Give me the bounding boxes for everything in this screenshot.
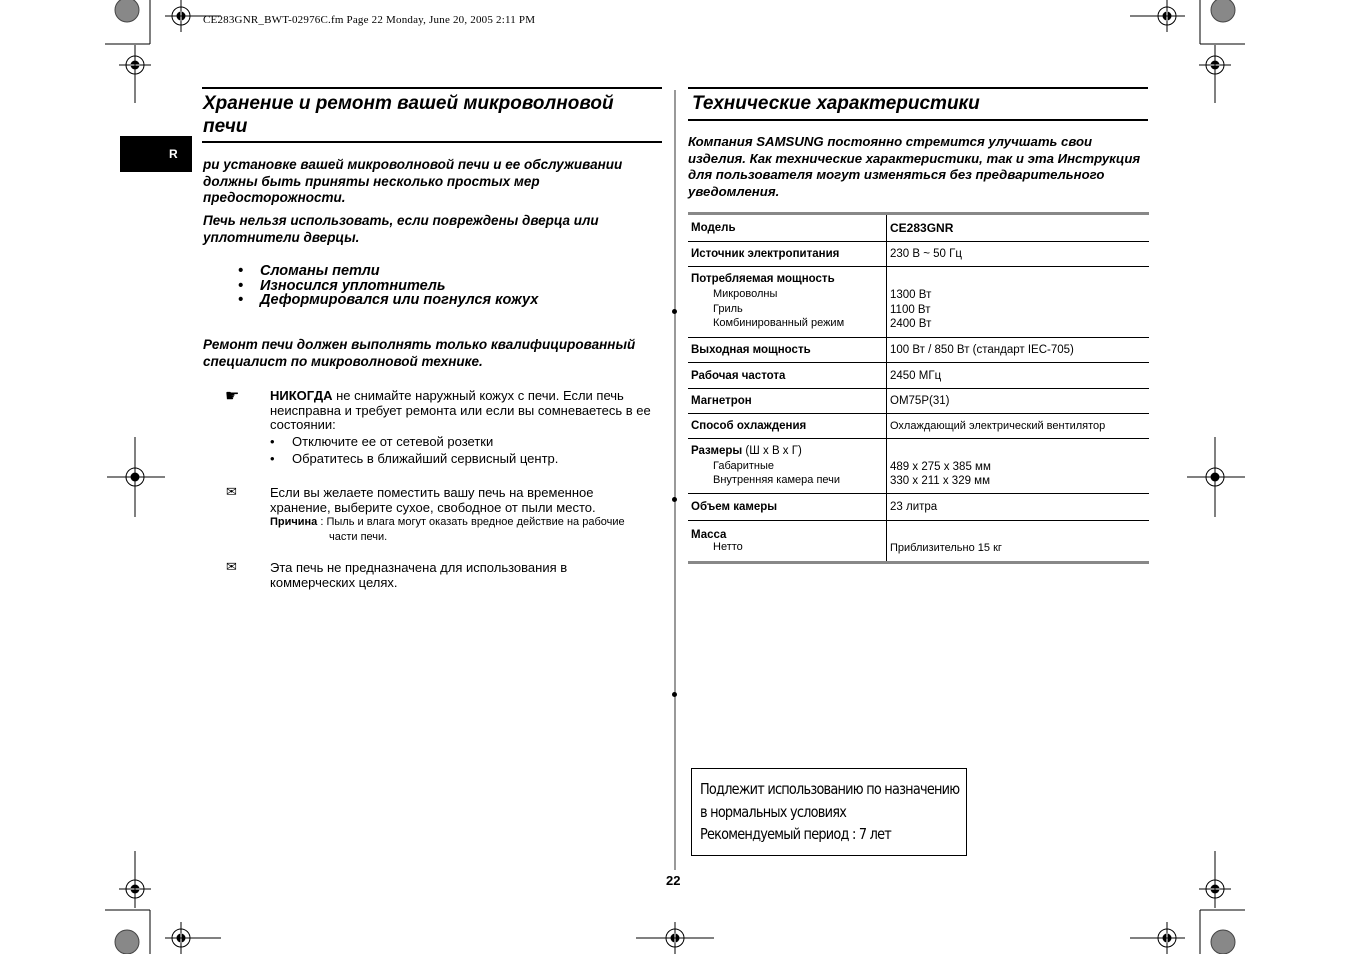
spec-label: Объем камеры [688, 494, 887, 521]
damage-warning: Печь нельзя использовать, если повреждены дверца или уплотнители дверцы. [203, 213, 599, 245]
table-row [688, 363, 1149, 389]
spec-label: Масса [691, 529, 727, 541]
spec-label: Модель [688, 214, 887, 242]
specifications-table [688, 212, 1149, 564]
spec-value: CE283GNR [887, 214, 1150, 242]
title-rule-top [202, 87, 662, 89]
spec-value: 1300 Вт [890, 289, 932, 302]
note-icon: ✉ [226, 484, 237, 499]
spec-value: 230 В ~ 50 Гц [887, 242, 1150, 267]
service-note: Ремонт печи должен выполнять только квалифицированный специалист по микроволновой технике. [203, 337, 636, 369]
spec-value-group [887, 267, 1150, 338]
spec-label: Источник электропитания [688, 242, 887, 267]
never-steps-list [270, 435, 655, 467]
list-item: • Отключите ее от сетевой розетки [270, 435, 655, 450]
list-item: • Сломаны петли [236, 264, 636, 279]
spec-label-group [688, 267, 887, 338]
page-number: 22 [666, 873, 681, 888]
spec-value: Приблизительно 15 кг [887, 521, 1150, 563]
table-row [688, 267, 1149, 338]
title-rule-bottom [688, 119, 1148, 121]
spec-value: 2400 Вт [890, 318, 932, 331]
spec-value: 1100 Вт [890, 303, 931, 316]
care-intro: ри установке вашей микроволновой печи и ее обслуживании должны быть приняты несколько простых мер предосторожности. [203, 157, 623, 205]
spec-value: OM75P(31) [887, 389, 1150, 414]
spec-sublabel: Нетто [713, 541, 743, 553]
spec-value: 330 x 211 x 329 мм [890, 475, 990, 487]
spec-label: Потребляемая мощность [691, 273, 835, 286]
table-row [688, 439, 1149, 494]
spec-label: Размеры (Ш x В x Г) [691, 444, 802, 457]
title-rule-top [688, 87, 1148, 89]
notice-line: Подлежит использованию по назначению [700, 780, 960, 798]
table-row [688, 494, 1149, 521]
spec-value: 2450 МГц [887, 363, 1150, 389]
pointing-hand-icon: ☛ [225, 388, 240, 405]
spec-value: 100 Вт / 850 Вт (стандарт IEC-705) [887, 338, 1150, 363]
spec-label-group [688, 439, 887, 494]
binding-dot [672, 309, 677, 314]
damage-list [236, 264, 636, 308]
never-label: НИКОГДА [270, 388, 333, 403]
reason-line [270, 515, 655, 545]
list-item: • Деформировался или погнулся кожух [236, 293, 636, 308]
binding-dot [672, 692, 677, 697]
language-side-tab [120, 136, 192, 172]
spec-label-group [688, 521, 887, 563]
spec-label: Способ охлаждения [688, 414, 887, 439]
note-icon: ✉ [226, 559, 237, 574]
spec-sublabel: Внутренняя камера печи [713, 474, 841, 486]
specs-intro: Компания SAMSUNG постоянно стремится улучшать свои изделия. Как технические характеристики, так и эта Инструкция для пользователя могут изменяться без предварительного уведомления. [688, 134, 1141, 199]
never-remove-casing-block [270, 389, 655, 467]
notice-line: Рекомендуемый период : 7 лет [700, 825, 892, 843]
storage-repair-title: Хранение и ремонт вашей микроволновой печи [203, 93, 614, 137]
table-row [688, 214, 1149, 242]
spec-sublabel: Комбинированный режим [713, 317, 845, 330]
table-row [688, 521, 1149, 563]
spec-value-group [887, 439, 1150, 494]
table-row [688, 242, 1149, 267]
print-file-header: CE283GNR_BWT-02976C.fm Page 22 Monday, June 20, 2005 2:11 PM [203, 14, 536, 26]
usage-period-notice [691, 768, 967, 856]
commercial-note: Эта печь не предназначена для использования в коммерческих целях. [270, 560, 568, 590]
spec-label: Выходная мощность [688, 338, 887, 363]
list-item: • Обратитесь в ближайший сервисный центр. [270, 452, 655, 467]
table-row [688, 389, 1149, 414]
reason-text: : Пыль и влага могут оказать вредное действие на рабочие части печи. [317, 516, 625, 543]
never-text: не снимайте наружный кожух с печи. Если печь неисправна и требует ремонта или если вы сомневаетесь в ее состоянии: [270, 388, 651, 432]
title-rule-bottom [202, 141, 662, 143]
reason-label: Причина [270, 516, 318, 528]
specifications-title: Технические характеристики [692, 93, 980, 114]
binding-dot [672, 497, 677, 502]
storage-note [270, 486, 655, 545]
list-item: • Износился уплотнитель [236, 279, 636, 294]
spec-label: Рабочая частота [688, 363, 887, 389]
spec-value: 489 x 275 x 385 мм [890, 460, 991, 473]
language-side-tab-label: R [169, 147, 178, 161]
spec-label: Магнетрон [688, 389, 887, 414]
spec-value: Охлаждающий электрический вентилятор [887, 414, 1150, 439]
spec-sublabel: Габаритные [713, 459, 775, 472]
spec-sublabel: Гриль [713, 302, 743, 315]
notice-line: в нормальных условиях [700, 803, 847, 821]
storage-text: Если вы желаете поместить вашу печь на временное хранение, выберите сухое, свободное от пыли место. [270, 485, 596, 515]
spec-value: 23 литра [887, 494, 1150, 521]
spec-sublabel: Микроволны [713, 288, 778, 301]
table-row [688, 338, 1149, 363]
table-row [688, 414, 1149, 439]
